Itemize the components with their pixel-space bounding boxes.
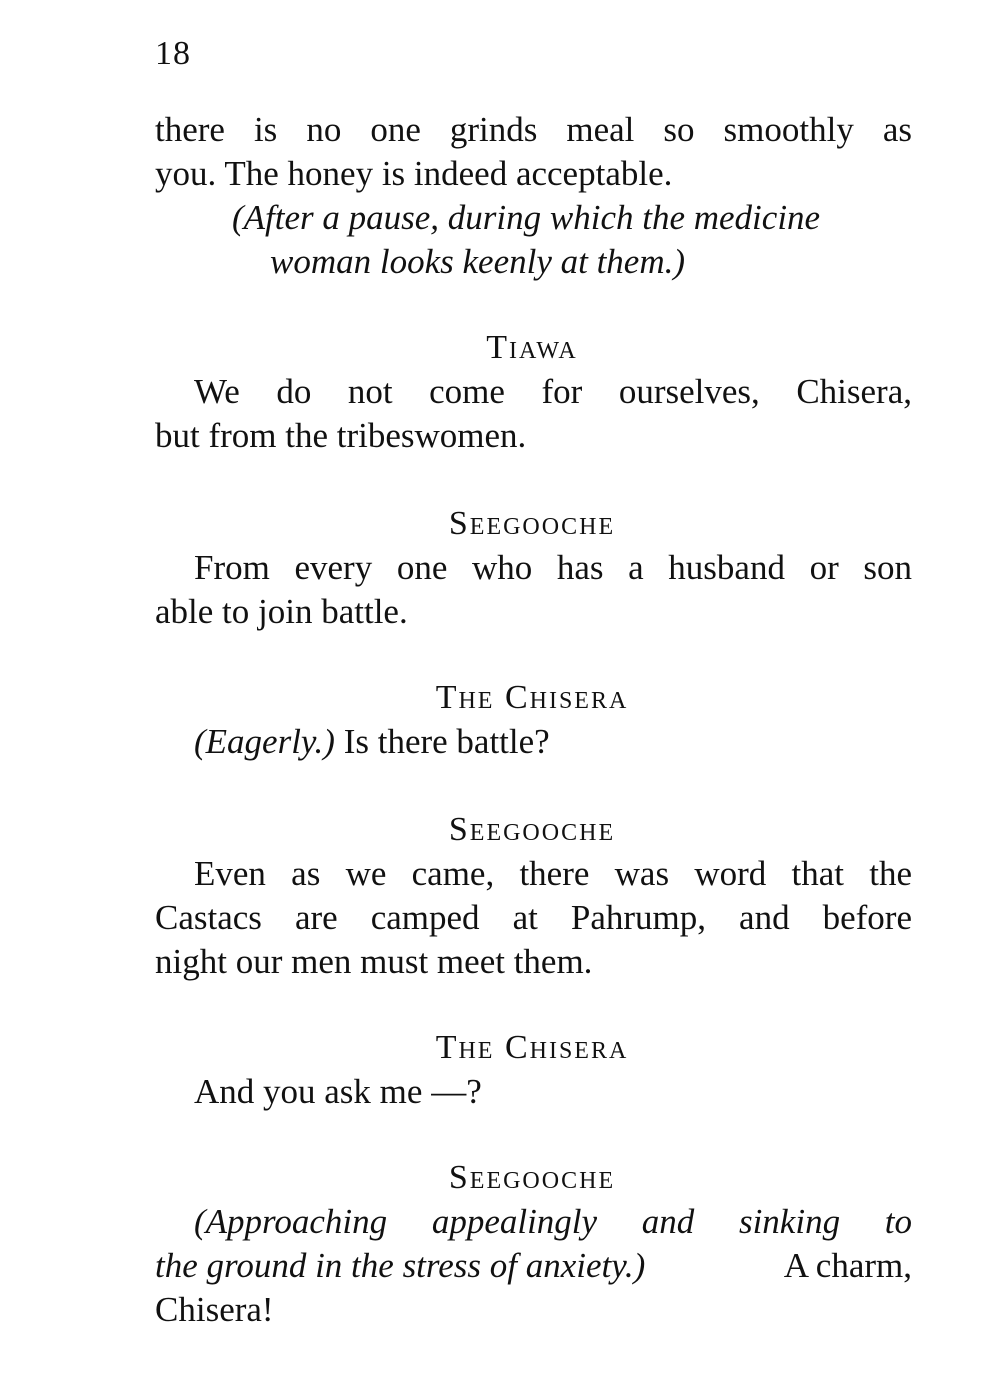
dialogue-line: Castacs are camped at Pahrump, and before — [155, 898, 912, 937]
stage-direction: the ground in the stress of anxiety.) — [155, 1246, 646, 1285]
speaker-name: Seegooche — [448, 811, 616, 848]
dialogue-line: able to join battle. — [155, 592, 408, 631]
dialogue-line: Even as we came, there was word that the — [194, 854, 912, 893]
page-number: 18 — [155, 35, 191, 72]
speaker-name: Tiawa — [486, 329, 578, 366]
dialogue-line: Chisera! — [155, 1290, 274, 1329]
dialogue-line — [155, 1244, 912, 1288]
stage-direction: (After a pause, during which the medicine — [232, 198, 821, 237]
dialogue-line: night our men must meet them. — [155, 942, 593, 981]
dialogue-text: A charm, — [783, 1246, 912, 1285]
dialogue-line: We do not come for ourselves, Chisera, — [194, 372, 912, 411]
dialogue-line: there is no one grinds meal so smoothly as — [155, 110, 912, 149]
dialogue-text: Is there battle? — [343, 722, 550, 761]
speaker-name: The Chisera — [435, 1029, 629, 1066]
speaker-name: Seegooche — [448, 1159, 616, 1196]
stage-direction: (Approaching appealingly and sinking to — [194, 1202, 912, 1241]
dialogue-line: but from the tribeswomen. — [155, 416, 527, 455]
stage-direction: woman looks keenly at them.) — [270, 242, 686, 281]
stage-direction: (Eagerly.) — [194, 722, 335, 761]
dialogue-line: From every one who has a husband or son — [194, 548, 912, 587]
dialogue-line — [194, 720, 550, 764]
speaker-name: Seegooche — [448, 505, 616, 542]
dialogue-line: And you ask me —? — [194, 1072, 482, 1111]
speaker-name: The Chisera — [435, 679, 629, 716]
dialogue-line: you. The honey is indeed acceptable. — [155, 154, 673, 193]
